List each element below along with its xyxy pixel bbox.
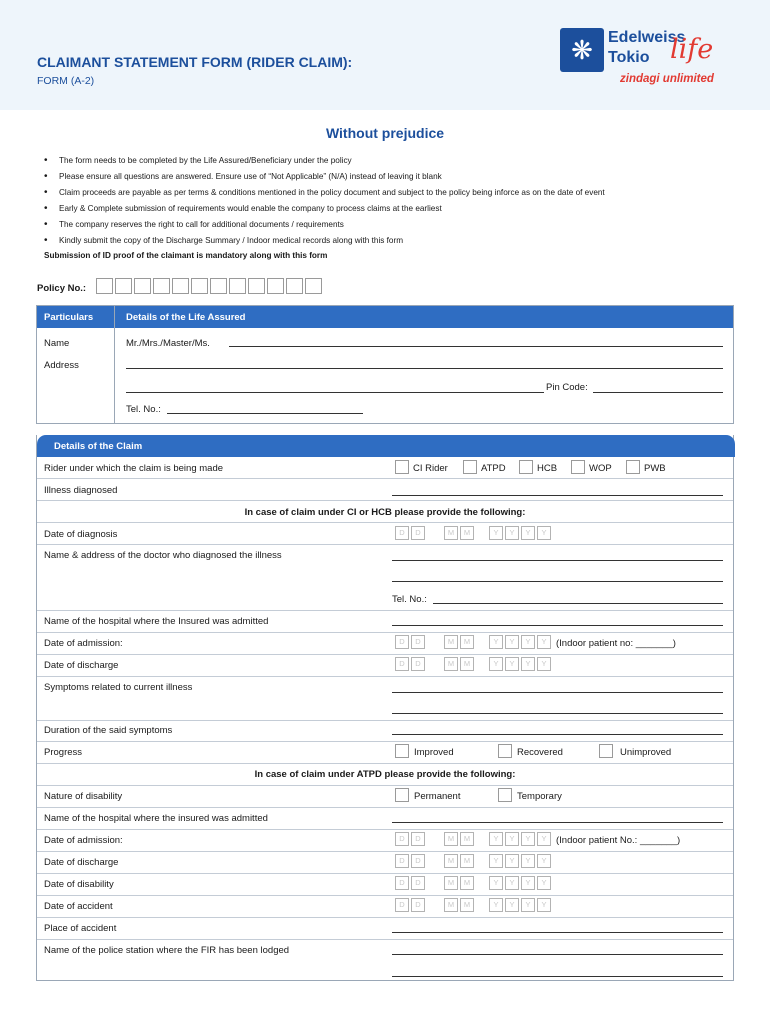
rider-pwb-checkbox[interactable] (626, 460, 640, 474)
police-station-label: Name of the police station where the FIR has been lodged (44, 945, 290, 956)
page-heading: Without prejudice (325, 125, 445, 141)
header-band (0, 0, 770, 110)
instruction-item: • The form needs to be completed by the Life Assured/Beneficiary under the policy (44, 153, 744, 169)
disability-temporary-checkbox[interactable] (498, 788, 512, 802)
policy-number-input[interactable] (96, 278, 324, 294)
police-station-field-line-2[interactable] (392, 976, 723, 977)
logo-line1: Edelweiss (608, 29, 686, 46)
date-cell-y[interactable]: Y (489, 854, 503, 868)
row-divider (37, 500, 733, 501)
date-cell-d[interactable]: D (411, 832, 425, 846)
date-cell-y[interactable]: Y (537, 876, 551, 890)
date-cell-y[interactable]: Y (521, 635, 535, 649)
date-cell-y[interactable]: Y (537, 854, 551, 868)
date-cell-m[interactable]: M (444, 635, 458, 649)
instruction-list (44, 153, 744, 249)
disability-permanent-checkbox[interactable] (395, 788, 409, 802)
date-cell-y[interactable]: Y (505, 635, 519, 649)
name-field[interactable] (229, 346, 723, 347)
policy-digit-box[interactable] (134, 278, 151, 294)
rider-wop-checkbox[interactable] (571, 460, 585, 474)
date-cell-d[interactable]: D (395, 854, 409, 868)
duration-label: Duration of the said symptoms (44, 725, 173, 736)
instruction-item: • Early & Complete submission of requirements would enable the company to process claims at the earliest (44, 201, 744, 217)
place-of-accident-field[interactable] (392, 932, 723, 933)
rider-wop-label: WOP (589, 463, 612, 474)
logo-line2: Tokio (608, 49, 650, 66)
date-cell-m[interactable]: M (444, 832, 458, 846)
illness-field[interactable] (392, 495, 723, 496)
mandatory-note: Submission of ID proof of the claimant is mandatory along with this form (44, 251, 328, 260)
date-cell-m[interactable]: M (460, 657, 474, 671)
rider-ci-checkbox[interactable] (395, 460, 409, 474)
date-cell-y[interactable]: Y (521, 876, 535, 890)
date-cell-d[interactable]: D (395, 526, 409, 540)
pin-code-label: Pin Code: (546, 382, 588, 393)
row-divider (37, 720, 733, 721)
date-cell-y[interactable]: Y (537, 898, 551, 912)
indoor-patient-label: (Indoor patient no: _______) (556, 638, 676, 649)
police-station-field-line-1[interactable] (392, 954, 723, 955)
date-cell-d[interactable]: D (411, 635, 425, 649)
disability-temporary-label: Temporary (517, 791, 562, 802)
hospital-label: Name of the hospital where the Insured was admitted (44, 616, 269, 627)
address-label: Address (44, 360, 79, 371)
pin-code-field[interactable] (593, 392, 723, 393)
date-cell-y[interactable]: Y (489, 526, 503, 540)
row-divider (37, 785, 733, 786)
rider-hcb-label: HCB (537, 463, 558, 474)
date-cell-y[interactable]: Y (505, 854, 519, 868)
rider-ci-label: CI Rider (413, 463, 448, 474)
instruction-item: • Kindly submit the copy of the Discharge Summary / Indoor medical records along with this form (44, 233, 744, 249)
date-cell-d[interactable]: D (395, 876, 409, 890)
row-divider (37, 851, 733, 852)
claim-details-header (37, 435, 735, 457)
place-of-accident-label: Place of accident (44, 923, 117, 934)
date-cell-m[interactable]: M (460, 854, 474, 868)
row-divider (37, 654, 733, 655)
row-divider (37, 544, 733, 545)
date-cell-m[interactable]: M (460, 876, 474, 890)
policy-digit-box[interactable] (210, 278, 227, 294)
progress-improved-checkbox[interactable] (395, 744, 409, 758)
address-line-1[interactable] (126, 368, 723, 369)
address-line-2[interactable] (126, 392, 544, 393)
policy-digit-box[interactable] (191, 278, 208, 294)
date-cell-m[interactable]: M (444, 876, 458, 890)
atpd-heading: In case of claim under ATPD please provide the following: (254, 769, 516, 780)
row-divider (37, 676, 733, 677)
symptoms-field-line-2[interactable] (392, 713, 723, 714)
date-cell-y[interactable]: Y (505, 898, 519, 912)
life-assured-header (37, 306, 733, 328)
policy-digit-box[interactable] (248, 278, 265, 294)
row-divider (37, 741, 733, 742)
claim-details-title: Details of the Claim (54, 441, 143, 452)
date-cell-d[interactable]: D (411, 526, 425, 540)
life-assured-section (36, 305, 734, 424)
row-divider (37, 522, 733, 523)
date-cell-y[interactable]: Y (537, 832, 551, 846)
date-cell-d[interactable]: D (395, 898, 409, 912)
date-cell-m[interactable]: M (460, 832, 474, 846)
date-of-diagnosis-label: Date of diagnosis (44, 529, 118, 540)
date-cell-y[interactable]: Y (537, 657, 551, 671)
disability-label: Nature of disability (44, 791, 123, 802)
name-label: Name (44, 338, 70, 349)
progress-recovered-checkbox[interactable] (498, 744, 512, 758)
date-cell-y[interactable]: Y (489, 832, 503, 846)
date-cell-d[interactable]: D (411, 657, 425, 671)
date-cell-y[interactable]: Y (537, 635, 551, 649)
policy-digit-box[interactable] (172, 278, 189, 294)
row-divider (37, 610, 733, 611)
date-cell-y[interactable]: Y (537, 526, 551, 540)
date-cell-d[interactable]: D (395, 832, 409, 846)
ci-hcb-heading: In case of claim under CI or HCB please provide the following: (244, 507, 526, 518)
rider-hcb-checkbox[interactable] (519, 460, 533, 474)
form-subtitle: FORM (A-2) (37, 75, 95, 87)
date-cell-y[interactable]: Y (521, 526, 535, 540)
policy-digit-box[interactable] (286, 278, 303, 294)
form-title: CLAIMANT STATEMENT FORM (RIDER CLAIM): (37, 54, 353, 70)
progress-label: Progress (44, 747, 83, 758)
date-cell-d[interactable]: D (411, 854, 425, 868)
date-cell-d[interactable]: D (395, 635, 409, 649)
logo-tagline: zindagi unlimited (620, 73, 714, 85)
date-cell-y[interactable]: Y (505, 657, 519, 671)
row-divider (37, 632, 733, 633)
duration-field[interactable] (392, 734, 723, 735)
rider-label: Rider under which the claim is being made (44, 463, 224, 474)
policy-digit-box[interactable] (153, 278, 170, 294)
logo-script: life (670, 34, 714, 65)
doctor-tel-field[interactable] (433, 603, 723, 604)
date-cell-y[interactable]: Y (521, 854, 535, 868)
disability-permanent-label: Permanent (414, 791, 461, 802)
date-cell-m[interactable]: M (444, 526, 458, 540)
policy-digit-box[interactable] (229, 278, 246, 294)
policy-digit-box[interactable] (96, 278, 113, 294)
symptoms-field-line-1[interactable] (392, 692, 723, 693)
progress-improved-label: Improved (414, 747, 454, 758)
life-assured-details-header: Details of the Life Assured (126, 312, 246, 323)
tel-field[interactable] (167, 413, 363, 414)
progress-unimproved-label: Unimproved (620, 747, 672, 758)
rider-pwb-label: PWB (644, 463, 666, 474)
row-divider (37, 873, 733, 874)
date-cell-m[interactable]: M (444, 898, 458, 912)
discharge-label: Date of discharge (44, 660, 119, 671)
doctor-field-line-1[interactable] (392, 560, 723, 561)
date-cell-y[interactable]: Y (489, 657, 503, 671)
column-divider (114, 306, 115, 423)
date-cell-y[interactable]: Y (521, 657, 535, 671)
asterisk-icon: ❋ (571, 35, 593, 65)
doctor-field-line-2[interactable] (392, 581, 723, 582)
progress-unimproved-checkbox[interactable] (599, 744, 613, 758)
atpd-hospital-field[interactable] (392, 822, 723, 823)
row-divider (37, 807, 733, 808)
date-cell-m[interactable]: M (460, 635, 474, 649)
row-divider (37, 829, 733, 830)
policy-digit-box[interactable] (305, 278, 322, 294)
atpd-admission-label: Date of admission: (44, 835, 123, 846)
row-divider (37, 939, 733, 940)
instruction-item: • Claim proceeds are payable as per terms & conditions mentioned in the policy document and subject to the policy being inforce as on the date of event (44, 185, 744, 201)
doctor-label: Name & address of the doctor who diagnosed the illness (44, 550, 282, 561)
tel-label: Tel. No.: (126, 404, 161, 415)
date-cell-y[interactable]: Y (505, 876, 519, 890)
row-divider (37, 917, 733, 918)
doctor-tel-label: Tel. No.: (392, 594, 427, 605)
date-cell-m[interactable]: M (460, 526, 474, 540)
claim-details-section (36, 435, 734, 981)
date-cell-y[interactable]: Y (489, 876, 503, 890)
policy-digit-box[interactable] (115, 278, 132, 294)
rider-atpd-label: ATPD (481, 463, 506, 474)
date-of-accident-label: Date of accident (44, 901, 113, 912)
illness-label: Illness diagnosed (44, 485, 118, 496)
date-cell-y[interactable]: Y (505, 526, 519, 540)
name-prefix: Mr./Mrs./Master/Ms. (126, 338, 210, 349)
date-cell-d[interactable]: D (395, 657, 409, 671)
date-cell-y[interactable]: Y (489, 635, 503, 649)
policy-number-label: Policy No.: (37, 283, 87, 294)
date-of-disability-label: Date of disability (44, 879, 114, 890)
company-logo (560, 28, 735, 90)
policy-digit-box[interactable] (267, 278, 284, 294)
date-cell-m[interactable]: M (460, 898, 474, 912)
date-cell-m[interactable]: M (444, 657, 458, 671)
hospital-field[interactable] (392, 625, 723, 626)
row-divider (37, 478, 733, 479)
date-cell-y[interactable]: Y (521, 832, 535, 846)
row-divider (37, 895, 733, 896)
atpd-indoor-patient-label: (Indoor patient No.: _______) (556, 835, 681, 846)
date-cell-m[interactable]: M (444, 854, 458, 868)
instruction-item: • Please ensure all questions are answered. Ensure use of “Not Applicable” (N/A) instead of leaving it blank (44, 169, 744, 185)
date-cell-y[interactable]: Y (489, 898, 503, 912)
progress-recovered-label: Recovered (517, 747, 563, 758)
date-cell-d[interactable]: D (411, 876, 425, 890)
date-cell-y[interactable]: Y (521, 898, 535, 912)
instruction-item: • The company reserves the right to call for additional documents / requirements (44, 217, 744, 233)
symptoms-label: Symptoms related to current illness (44, 682, 193, 693)
particulars-header: Particulars (44, 312, 94, 323)
atpd-discharge-label: Date of discharge (44, 857, 119, 868)
admission-label: Date of admission: (44, 638, 123, 649)
row-divider (37, 763, 733, 764)
rider-atpd-checkbox[interactable] (463, 460, 477, 474)
date-cell-y[interactable]: Y (505, 832, 519, 846)
date-cell-d[interactable]: D (411, 898, 425, 912)
atpd-hospital-label: Name of the hospital where the insured was admitted (44, 813, 268, 824)
